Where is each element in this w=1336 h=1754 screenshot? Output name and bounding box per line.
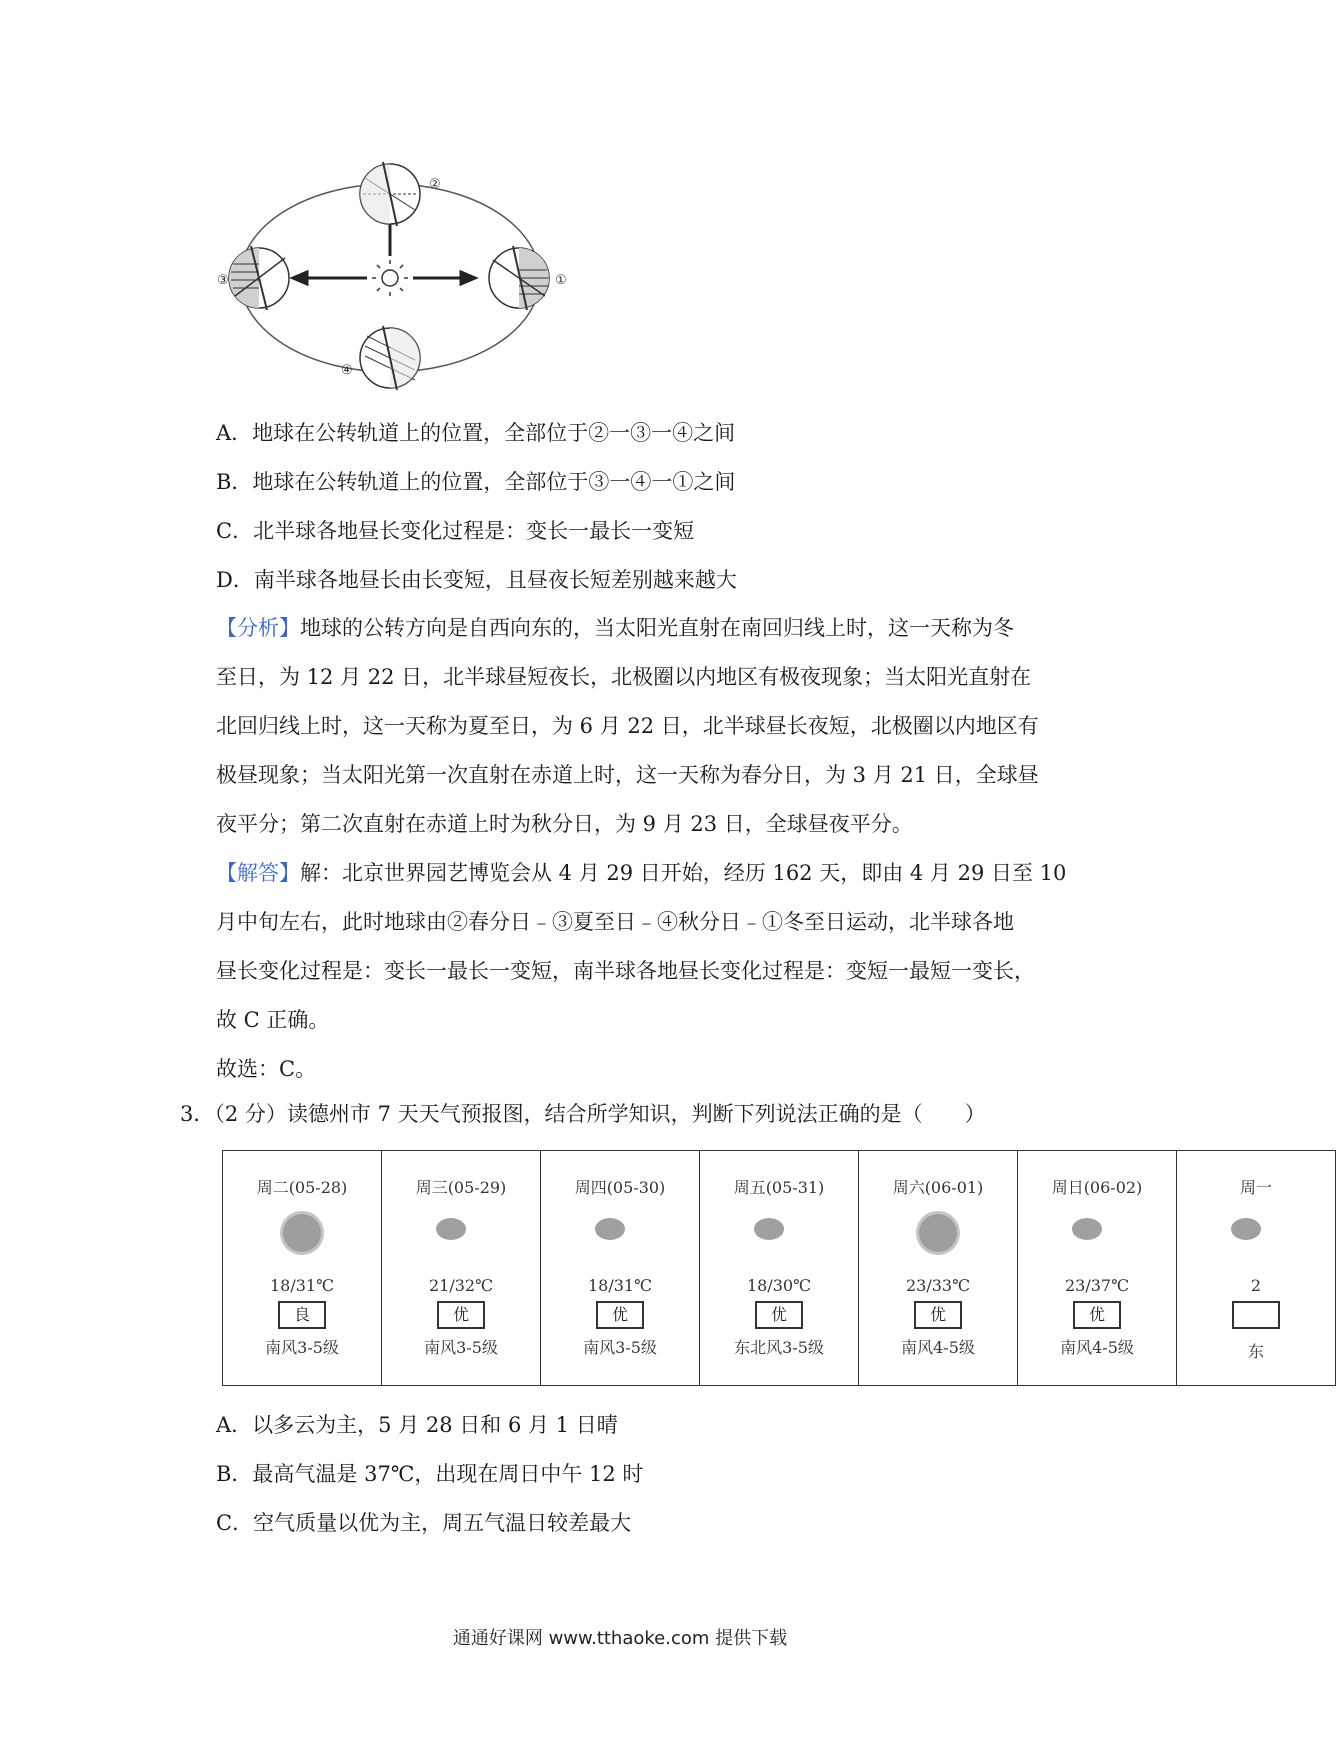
weather-day-cell <box>382 1151 541 1386</box>
weather-wind: 南风3-5级 <box>265 1338 339 1357</box>
weather-forecast-table <box>222 1150 1272 1386</box>
weather-temp: 23/33℃ <box>905 1276 970 1295</box>
answer-line: 月中旬左右，此时地球由②春分日﹣③夏至日﹣④秋分日﹣①冬至日运动，北半球各地 <box>216 910 1014 934</box>
q3-option-b: B．最高气温是 37℃，出现在周日中午 12 时 <box>216 1462 644 1486</box>
earth-icon-bottom <box>360 326 420 390</box>
weather-wind: 东 <box>1247 1342 1264 1361</box>
air-quality-badge: 良 <box>278 1301 326 1329</box>
weather-day-cell <box>859 1151 1018 1386</box>
label-position-2: ② <box>429 177 441 192</box>
page-footer: 通通好课网 www.tthaoke.com 提供下载 <box>452 1628 788 1649</box>
earth-icon-right <box>489 246 549 310</box>
weather-temp: 2 <box>1250 1276 1262 1295</box>
air-quality-badge: 优 <box>755 1301 803 1329</box>
weather-day-cell <box>541 1151 700 1386</box>
option-d: D．南半球各地昼长由长变短，且昼夜长短差别越来越大 <box>216 568 737 592</box>
weather-day-cell <box>1018 1151 1177 1386</box>
cloudy-icon <box>595 1218 625 1240</box>
option-c: C．北半球各地昼长变化过程是：变长一最长一变短 <box>216 519 695 543</box>
weather-temp: 21/32℃ <box>428 1276 493 1295</box>
weather-day-cell <box>223 1151 382 1386</box>
answer-line: 解：北京世界园艺博览会从 4 月 29 日开始，经历 162 天，即由 4 月 29 日至 10 <box>300 861 1067 885</box>
air-quality-badge <box>1232 1301 1280 1329</box>
weather-day-label: 周二(05-28) <box>256 1178 348 1197</box>
earth-icon-left <box>229 246 289 310</box>
weather-temp: 23/37℃ <box>1064 1276 1129 1295</box>
sunny-icon <box>283 1214 321 1252</box>
air-quality-badge: 优 <box>437 1301 485 1329</box>
label-position-4: ④ <box>341 363 353 378</box>
analysis-line: 至日，为 12 月 22 日，北半球昼短夜长，北极圈以内地区有极夜现象；当太阳光直射在 <box>216 665 1032 689</box>
weather-day-label: 周五(05-31) <box>733 1178 825 1197</box>
analysis-line: 北回归线上时，这一天称为夏至日，为 6 月 22 日，北半球昼长夜短，北极圈以内地区有 <box>216 714 1039 738</box>
weather-temp: 18/30℃ <box>746 1276 811 1295</box>
analysis-line: 极昼现象；当太阳光第一次直射在赤道上时，这一天称为春分日，为 3 月 21 日，全球昼 <box>216 763 1039 787</box>
weather-day-label: 周六(06-01) <box>892 1178 984 1197</box>
cloudy-icon <box>754 1218 784 1240</box>
weather-day-label: 周一 <box>1239 1178 1272 1197</box>
weather-wind: 南风3-5级 <box>583 1338 657 1357</box>
answer-paragraph <box>216 849 1067 1094</box>
weather-wind: 南风3-5级 <box>424 1338 498 1357</box>
q3-option-c: C．空气质量以优为主，周五气温日较差最大 <box>216 1511 632 1535</box>
weather-temp: 18/31℃ <box>269 1276 334 1295</box>
option-a: A．地球在公转轨道上的位置，全部位于②一③一④之间 <box>216 421 736 445</box>
option-b: B．地球在公转轨道上的位置，全部位于③一④一①之间 <box>216 470 736 494</box>
weather-wind: 南风4-5级 <box>1060 1338 1134 1357</box>
earth-orbit-diagram <box>215 160 575 400</box>
answer-line: 昼长变化过程是：变长一最长一变短，南半球各地昼长变化过程是：变短一最短一变长， <box>216 959 1035 983</box>
analysis-tag: 【分析】 <box>216 616 300 640</box>
answer-line: 故 C 正确。 <box>216 1008 330 1032</box>
weather-day-cell <box>700 1151 859 1386</box>
analysis-line: 地球的公转方向是自西向东的，当太阳光直射在南回归线上时，这一天称为冬 <box>300 616 1014 640</box>
question-3-title: 3．（2 分）读德州市 7 天天气预报图，结合所学知识，判断下列说法正确的是（ ） <box>180 1102 986 1126</box>
cloudy-icon <box>1072 1218 1102 1240</box>
answer-choice: 故选：C。 <box>216 1057 317 1081</box>
answer-tag: 【解答】 <box>216 861 300 885</box>
earth-icon-top <box>360 162 420 226</box>
weather-day-label: 周日(06-02) <box>1051 1178 1143 1197</box>
air-quality-badge: 优 <box>914 1301 962 1329</box>
weather-day-label: 周三(05-29) <box>415 1178 507 1197</box>
cloudy-icon <box>1231 1218 1261 1240</box>
weather-day-label: 周四(05-30) <box>574 1178 666 1197</box>
weather-wind: 东北风3-5级 <box>734 1338 824 1357</box>
air-quality-badge: 优 <box>596 1301 644 1329</box>
weather-wind: 南风4-5级 <box>901 1338 975 1357</box>
q3-option-a: A．以多云为主，5 月 28 日和 6 月 1 日晴 <box>216 1413 618 1437</box>
cloudy-icon <box>436 1218 466 1240</box>
sun-icon <box>372 260 408 296</box>
analysis-paragraph <box>216 604 1056 849</box>
weather-day-cell <box>1177 1151 1336 1386</box>
label-position-3: ③ <box>217 273 229 288</box>
analysis-line: 夜平分；第二次直射在赤道上时为秋分日，为 9 月 23 日，全球昼夜平分。 <box>216 812 913 836</box>
label-position-1: ① <box>555 273 567 288</box>
air-quality-badge: 优 <box>1073 1301 1121 1329</box>
sunny-icon <box>919 1214 957 1252</box>
weather-temp: 18/31℃ <box>587 1276 652 1295</box>
